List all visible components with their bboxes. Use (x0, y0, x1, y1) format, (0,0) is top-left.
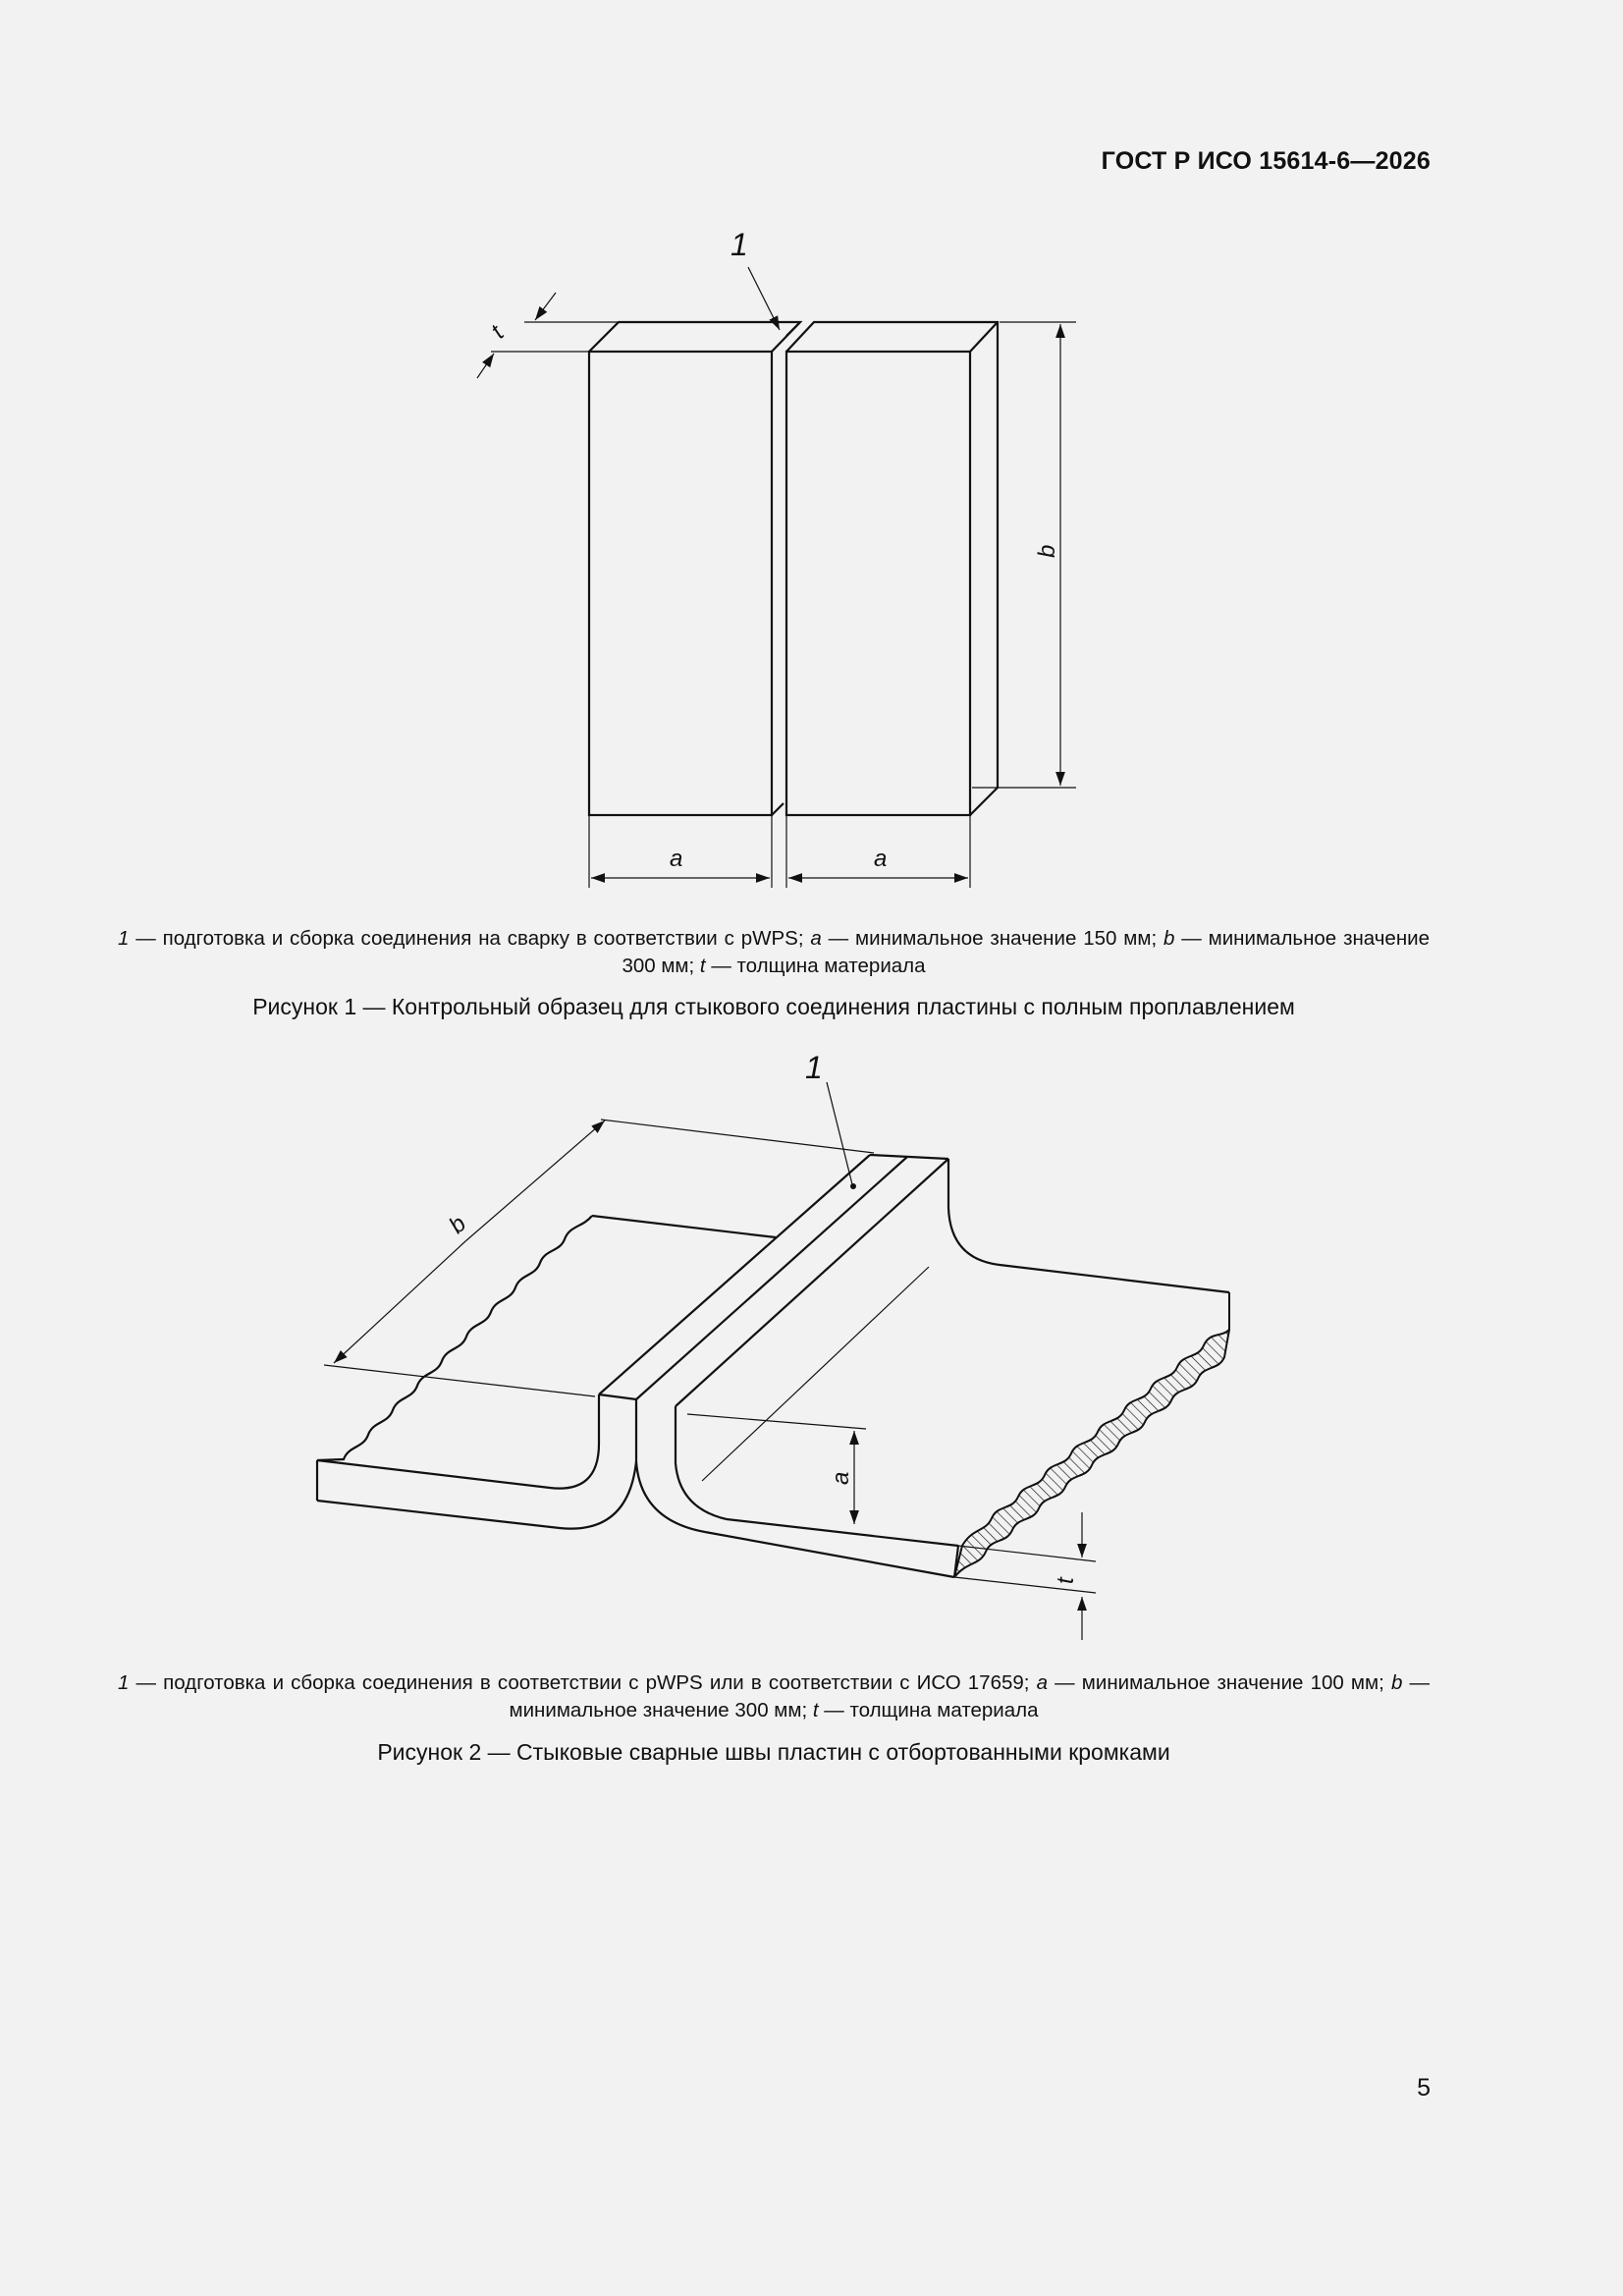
item-1-label: 1 (730, 227, 748, 262)
hidden-edge-line (702, 1267, 929, 1481)
item-1-leader (748, 267, 780, 330)
a-label: a (828, 1471, 854, 1485)
right-flanged-plate (705, 1265, 1229, 1577)
b-dimension (324, 1120, 874, 1396)
page-number: 5 (1417, 2074, 1431, 2102)
item-1-dot (850, 1183, 856, 1189)
figure-1-caption: Рисунок 1 — Контрольный образец для стыкового соединения пластины с полным проплавлением (252, 994, 1295, 1019)
b-label: b (1034, 544, 1060, 558)
figure-1-legend: 1 — подготовка и сборка соединения на сварку в соответствии с pWPS; a — минимальное значение 150 мм; b — минимальное значение 300 мм; t — толщина материала (118, 927, 1430, 977)
figure-2-caption: Рисунок 2 — Стыковые сварные швы пластин с отбортованными кромками (377, 1739, 1170, 1765)
figure-1-drawing (0, 0, 1623, 903)
item-1-leader (827, 1082, 852, 1184)
t-label: t (485, 320, 510, 345)
a-dimensions (589, 815, 970, 888)
b-label: b (444, 1210, 472, 1239)
weld-flanges (599, 1155, 1000, 1532)
figure-2-legend: 1 — подготовка и сборка соединения в соответствии с pWPS или в соответствии с ИСО 17659; a — минимальное значение 100 мм; b — минимальное значение 300 мм; t — толщина материала (118, 1671, 1430, 1722)
b-dimension (972, 322, 1076, 788)
document-header: ГОСТ Р ИСО 15614-6—2026 (1101, 147, 1431, 175)
a-left-label: a (670, 846, 683, 872)
t-label: t (1053, 1577, 1079, 1584)
cut-section-hatch (954, 1292, 1229, 1577)
figure-2-drawing (0, 1041, 1623, 1650)
a-right-label: a (874, 846, 888, 872)
right-plate (786, 322, 998, 815)
item-1-label: 1 (805, 1050, 823, 1085)
left-plate (589, 322, 800, 815)
